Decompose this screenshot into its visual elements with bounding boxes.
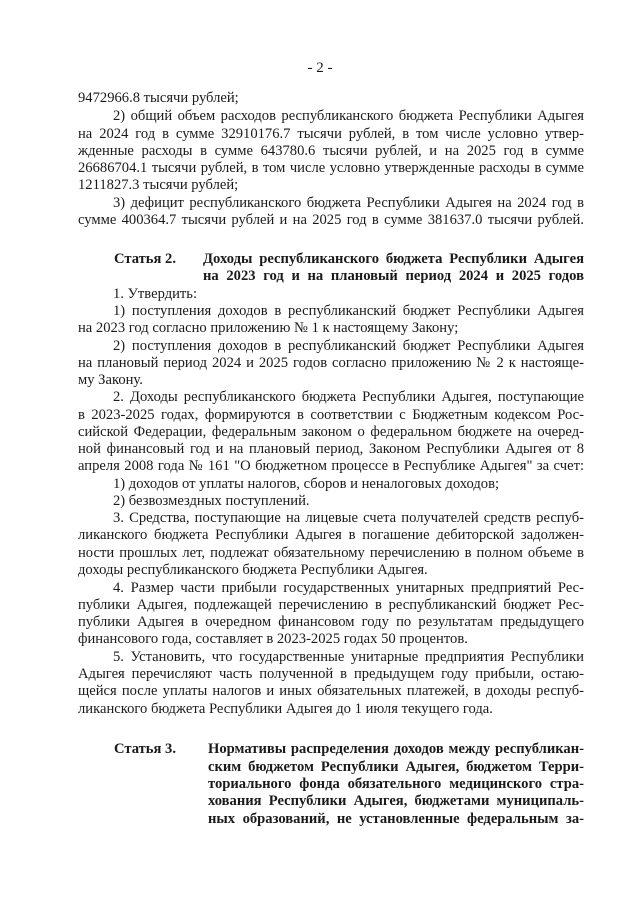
article-2-label: Статья 2.: [114, 251, 176, 267]
text-line: 9472966.8 тысячи рублей;: [78, 90, 239, 106]
text-line: 2. Доходы республиканского бюджета Республики Адыгея, поступающие: [113, 389, 584, 405]
text-line: 5. Установить, что государственные унитарные предприятия Республики: [113, 649, 584, 665]
text-line: 1. Утвердить:: [113, 286, 198, 302]
article-3-heading: ных образований, не установленные федеральным за-: [208, 811, 584, 827]
text-line: му Закону.: [78, 372, 143, 388]
text-line: щейся после уплаты налогов и иных обязательных платежей, в доходы респуб-: [78, 683, 584, 699]
article-3-heading: ским бюджетом Республики Адыгея, бюджетом Терри-: [208, 759, 584, 775]
text-line: 3. Средства, поступающие на лицевые счета получателей средств респуб-: [113, 510, 584, 526]
text-line: на плановый период 2024 и 2025 годов согласно приложению № 2 к настояще-: [78, 355, 584, 371]
text-line: жденные расходы в сумме 643780.6 тысячи рублей, и на 2025 год в сумме: [78, 143, 584, 159]
text-line: сумме 400364.7 тысячи рублей и на 2025 год в сумме 381637.0 тысячи рублей.: [78, 212, 584, 228]
text-line: 2) общий объем расходов республиканского бюджета Республики Адыгея: [113, 108, 584, 124]
text-line: 1) поступления доходов в республиканский бюджет Республики Адыгея: [113, 303, 584, 319]
text-line: 4. Размер части прибыли государственных унитарных предприятий Рес-: [113, 580, 584, 596]
article-2-heading: Доходы республиканского бюджета Республики Адыгея: [203, 251, 584, 267]
text-line: Адыгея перечисляют часть полученной в предыдущем году прибыли, остаю-: [78, 666, 584, 682]
page-number: - 2 -: [307, 60, 333, 76]
article-3-heading: Нормативы распределения доходов между республикан-: [208, 741, 584, 757]
article-3-heading: ториального фонда обязательного медицинского стра-: [208, 776, 584, 792]
article-3-heading: хования Республики Адыгея, бюджетами муниципаль-: [208, 793, 584, 809]
text-line: ности прошлых лет, подлежат обязательному перечислению в полном объеме в: [78, 545, 584, 561]
text-line: 1211827.3 тысячи рублей;: [78, 177, 239, 193]
text-line: 2) поступления доходов в республиканский бюджет Республики Адыгея: [113, 338, 584, 354]
text-line: публики Адыгея в очередном финансовом году по результатам предыдущего: [78, 614, 584, 630]
text-line: 26686704.1 тысячи рублей, в том числе условно утвержденные расходы в сумме: [78, 160, 584, 176]
text-line: финансового года, составляет в 2023-2025 годах 50 процентов.: [78, 631, 468, 647]
article-3-label: Статья 3.: [114, 741, 176, 757]
text-line: сийской Федерации, федеральным законом о федеральном бюджете на очеред-: [78, 424, 584, 440]
text-line: 3) дефицит республиканского бюджета Республики Адыгея на 2024 год в: [113, 195, 584, 211]
text-line: ликанского бюджета Республики Адыгея до 1 июля текущего года.: [78, 701, 493, 717]
text-line: 1) доходов от уплаты налогов, сборов и неналоговых доходов;: [113, 476, 500, 492]
text-line: 2) безвозмездных поступлений.: [113, 493, 310, 509]
text-line: ликанского бюджета Республики Адыгея в погашение дебиторской задолжен-: [78, 527, 584, 543]
text-line: публики Адыгея, подлежащей перечислению в республиканский бюджет Рес-: [78, 597, 584, 613]
text-line: на 2024 год в сумме 32910176.7 тысячи рублей, в том числе условно утвер-: [78, 126, 584, 142]
text-line: на 2023 год согласно приложению № 1 к настоящему Закону;: [78, 320, 459, 336]
text-line: в 2023-2025 годах, формируются в соответствии с Бюджетным кодексом Рос-: [78, 407, 584, 423]
article-2-heading: на 2023 год и на плановый период 2024 и 2025 годов: [203, 268, 584, 284]
text-line: ной финансовый год и на плановый период, Законом Республики Адыгея от 8: [78, 441, 584, 457]
text-line: апреля 2008 года № 161 "О бюджетном процессе в Республике Адыгея" за счет:: [78, 458, 584, 474]
text-line: доходы республиканского бюджета Республики Адыгея.: [78, 562, 428, 578]
